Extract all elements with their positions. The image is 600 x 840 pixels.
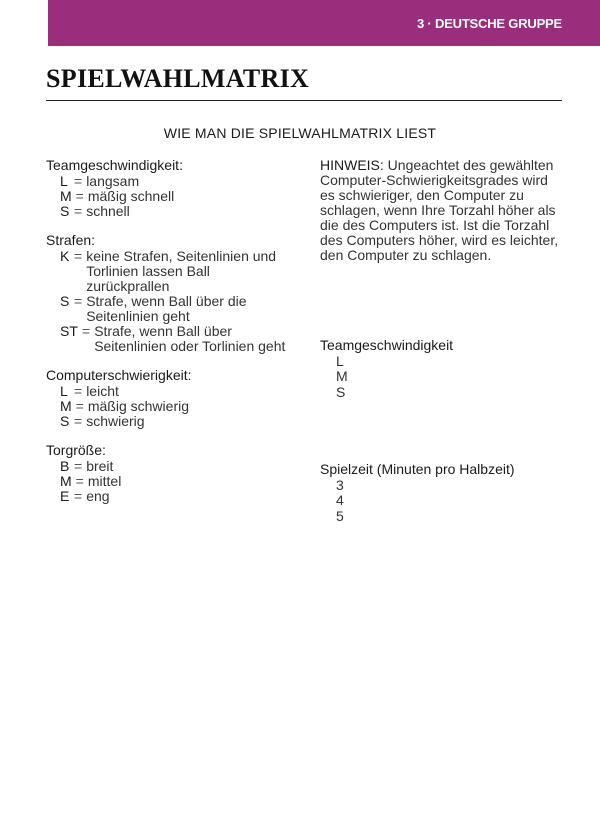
legend-entry: M = mittel	[60, 474, 296, 489]
goal-size-section	[46, 443, 296, 504]
team-speed-heading: Teamgeschwindigkeit:	[46, 157, 183, 173]
penalties-heading: Strafen:	[46, 232, 96, 248]
entry-code: B	[60, 458, 70, 474]
matrix-time-heading: Spielzeit (Minuten pro Halbzeit)	[320, 461, 515, 477]
entry-code: S	[60, 203, 70, 219]
legend-column	[46, 158, 296, 518]
matrix-speed-item: S	[336, 383, 346, 400]
entry-code: M	[60, 473, 72, 489]
legend-entry: K = keine Strafen, Seitenlinien und Torlinien lassen Ball zurückprallen	[60, 249, 296, 294]
matrix-time-block	[320, 462, 515, 524]
difficulty-section	[46, 368, 296, 429]
penalties-section	[46, 233, 296, 354]
entry-text: leicht	[86, 383, 119, 399]
entry-code: S	[60, 413, 70, 429]
matrix-time-item: 5	[336, 507, 344, 524]
legend-entry: E = eng	[60, 489, 296, 504]
title-divider	[46, 100, 562, 101]
team-speed-section	[46, 158, 296, 219]
legend-entry: S = Strafe, wenn Ball über die Seitenlinien geht	[60, 294, 296, 324]
difficulty-heading: Computerschwierigkeit:	[46, 367, 192, 383]
legend-entry: S = schnell	[60, 204, 296, 219]
section-label: 3 · DEUTSCHE GRUPPE	[416, 16, 562, 31]
entry-text: Strafe, wenn Ball über die Seitenlinien geht	[86, 293, 247, 324]
subtitle: WIE MAN DIE SPIELWAHLMATRIX LIEST	[163, 125, 437, 141]
legend-entry: B = breit	[60, 459, 296, 474]
entry-text: schwierig	[86, 413, 145, 429]
entry-code: E	[60, 488, 70, 504]
entry-text: breit	[86, 458, 114, 474]
matrix-speed-item: M	[336, 368, 348, 384]
entry-code: L	[60, 173, 68, 189]
page-title: SPIELWAHLMATRIX	[46, 64, 310, 93]
goal-size-heading: Torgröße:	[46, 442, 106, 458]
entry-text: Strafe, wenn Ball über Seitenlinien oder Torlinien geht	[94, 323, 286, 354]
entry-code: K	[60, 248, 70, 264]
entry-code: ST	[60, 323, 78, 339]
matrix-speed-heading: Teamgeschwindigkeit	[320, 337, 454, 353]
legend-entry: L = langsam	[60, 174, 296, 189]
hint-text: Ungeachtet des gewählten Computer-Schwierigkeitsgrades wird es schwieriger, den Computer zu schlagen, wenn Ihre Torzahl höher als die des Computers ist. Ist die Torzahl des Computers höher, wird es leichter, den Computer zu schlagen.	[320, 157, 559, 263]
entry-text: mäßig schnell	[87, 188, 175, 204]
legend-entry: M = mäßig schnell	[60, 189, 296, 204]
hint-column	[320, 158, 565, 263]
header-band	[48, 0, 600, 46]
entry-code: L	[60, 383, 68, 399]
hint-label: HINWEIS:	[320, 157, 384, 173]
legend-entry: ST = Strafe, wenn Ball über Seitenlinien oder Torlinien geht	[60, 324, 296, 354]
hint-paragraph	[320, 158, 565, 263]
entry-text: langsam	[86, 173, 140, 189]
entry-code: S	[60, 293, 70, 309]
entry-code: M	[60, 188, 72, 204]
entry-code: M	[60, 398, 72, 414]
entry-text: keine Strafen, Seitenlinien und Torlinien lassen Ball zurückprallen	[86, 248, 277, 294]
entry-text: mittel	[87, 473, 122, 489]
matrix-time-item: 3	[336, 476, 344, 493]
entry-text: eng	[86, 488, 110, 504]
entry-text: schnell	[86, 203, 130, 219]
legend-entry: L = leicht	[60, 384, 296, 399]
legend-entry: S = schwierig	[60, 414, 296, 429]
matrix-time-item: 4	[336, 492, 344, 508]
entry-text: mäßig schwierig	[87, 398, 189, 414]
matrix-speed-block	[320, 338, 453, 400]
matrix-speed-item: L	[336, 352, 344, 369]
legend-entry: M = mäßig schwierig	[60, 399, 296, 414]
